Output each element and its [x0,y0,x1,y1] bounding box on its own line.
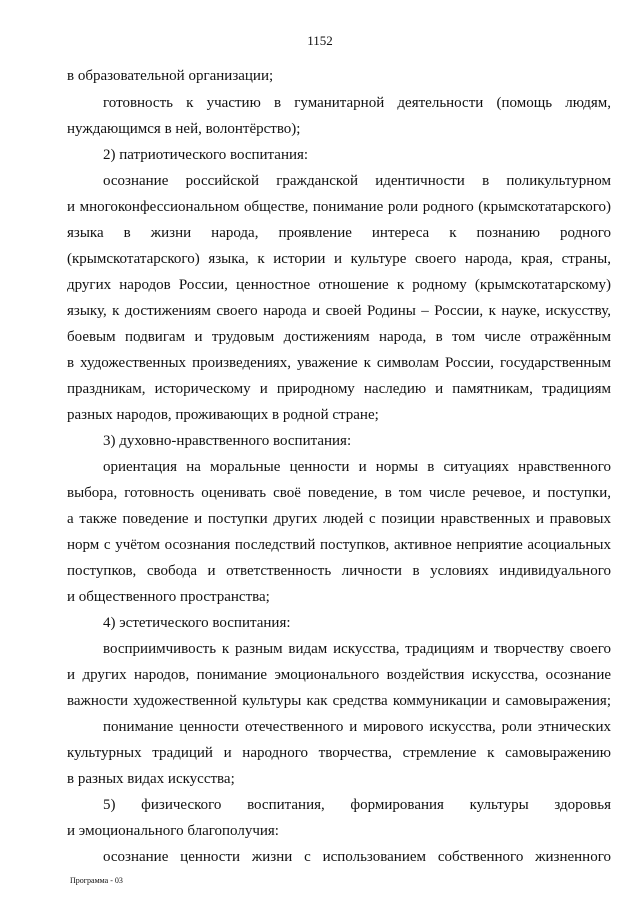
text-line: других народов России, ценностное отношение к родному (крымскотатарскому) [67,277,611,293]
text-line: в художественных произведениях, уважение к символам России, государственным [67,355,611,371]
text-line: 3) духовно-нравственного воспитания: [103,433,352,449]
page-number: 1152 [307,33,333,48]
text-line: в образовательной организации; [67,68,274,84]
text-line: ориентация на моральные ценности и нормы в ситуациях нравственного [103,459,611,475]
text-line: языка в жизни народа, проявление интереса к познанию родного [67,225,611,241]
text-line: и эмоционального благополучия: [67,823,279,839]
text-line: 5) физического воспитания, формирования культуры здоровья [103,797,611,813]
text-line: готовность к участию в гуманитарной деятельности (помощь людям, [103,95,611,111]
text-line: поступков, свобода и ответственность личности в условиях индивидуального [67,563,611,579]
text-line: праздникам, историческому и природному наследию и памятникам, традициям [67,381,611,397]
text-line: культурных традиций и народного творчества, стремление к самовыражению [67,745,611,761]
text-line: боевым подвигам и трудовым достижениям народа, в том числе отражённым [67,329,611,345]
text-line: важности художественной культуры как средства коммуникации и самовыражения; [67,693,611,709]
text-line: 2) патриотического воспитания: [103,147,309,163]
text-line: выбора, готовность оценивать своё поведение, в том числе речевое, и поступки, [67,485,611,501]
text-line: и других народов, понимание эмоционального воздействия искусства, осознание [67,667,611,683]
text-line: (крымскотатарского) языка, к истории и культуре своего народа, края, страны, [67,251,611,267]
text-line: осознание российской гражданской идентичности в поликультурном [103,173,611,189]
text-line: разных народов, проживающих в родной стране; [67,407,379,423]
text-line: понимание ценности отечественного и мирового искусства, роли этнических [103,719,611,735]
text-line: языку, к достижениям своего народа и своей Родины – России, к науке, искусству, [67,303,611,319]
text-line: а также поведение и поступки других людей с позиции нравственных и правовых [67,511,611,527]
text-line: и общественного пространства; [67,589,270,605]
text-line: восприимчивость к разным видам искусства, традициям и творчеству своего [103,641,611,657]
text-line: и многоконфессиональном обществе, понимание роли родного (крымскотатарского) [67,199,611,215]
text-line: в разных видах искусства; [67,771,235,787]
text-line: нуждающимся в ней, волонтёрство); [67,121,301,137]
text-line: норм с учётом осознания последствий поступков, активное неприятие асоциальных [67,537,611,553]
text-line: 4) эстетического воспитания: [103,615,291,631]
text-line: осознание ценности жизни с использованием собственного жизненного [103,849,611,865]
footer-label: Программа - 03 [70,876,123,885]
